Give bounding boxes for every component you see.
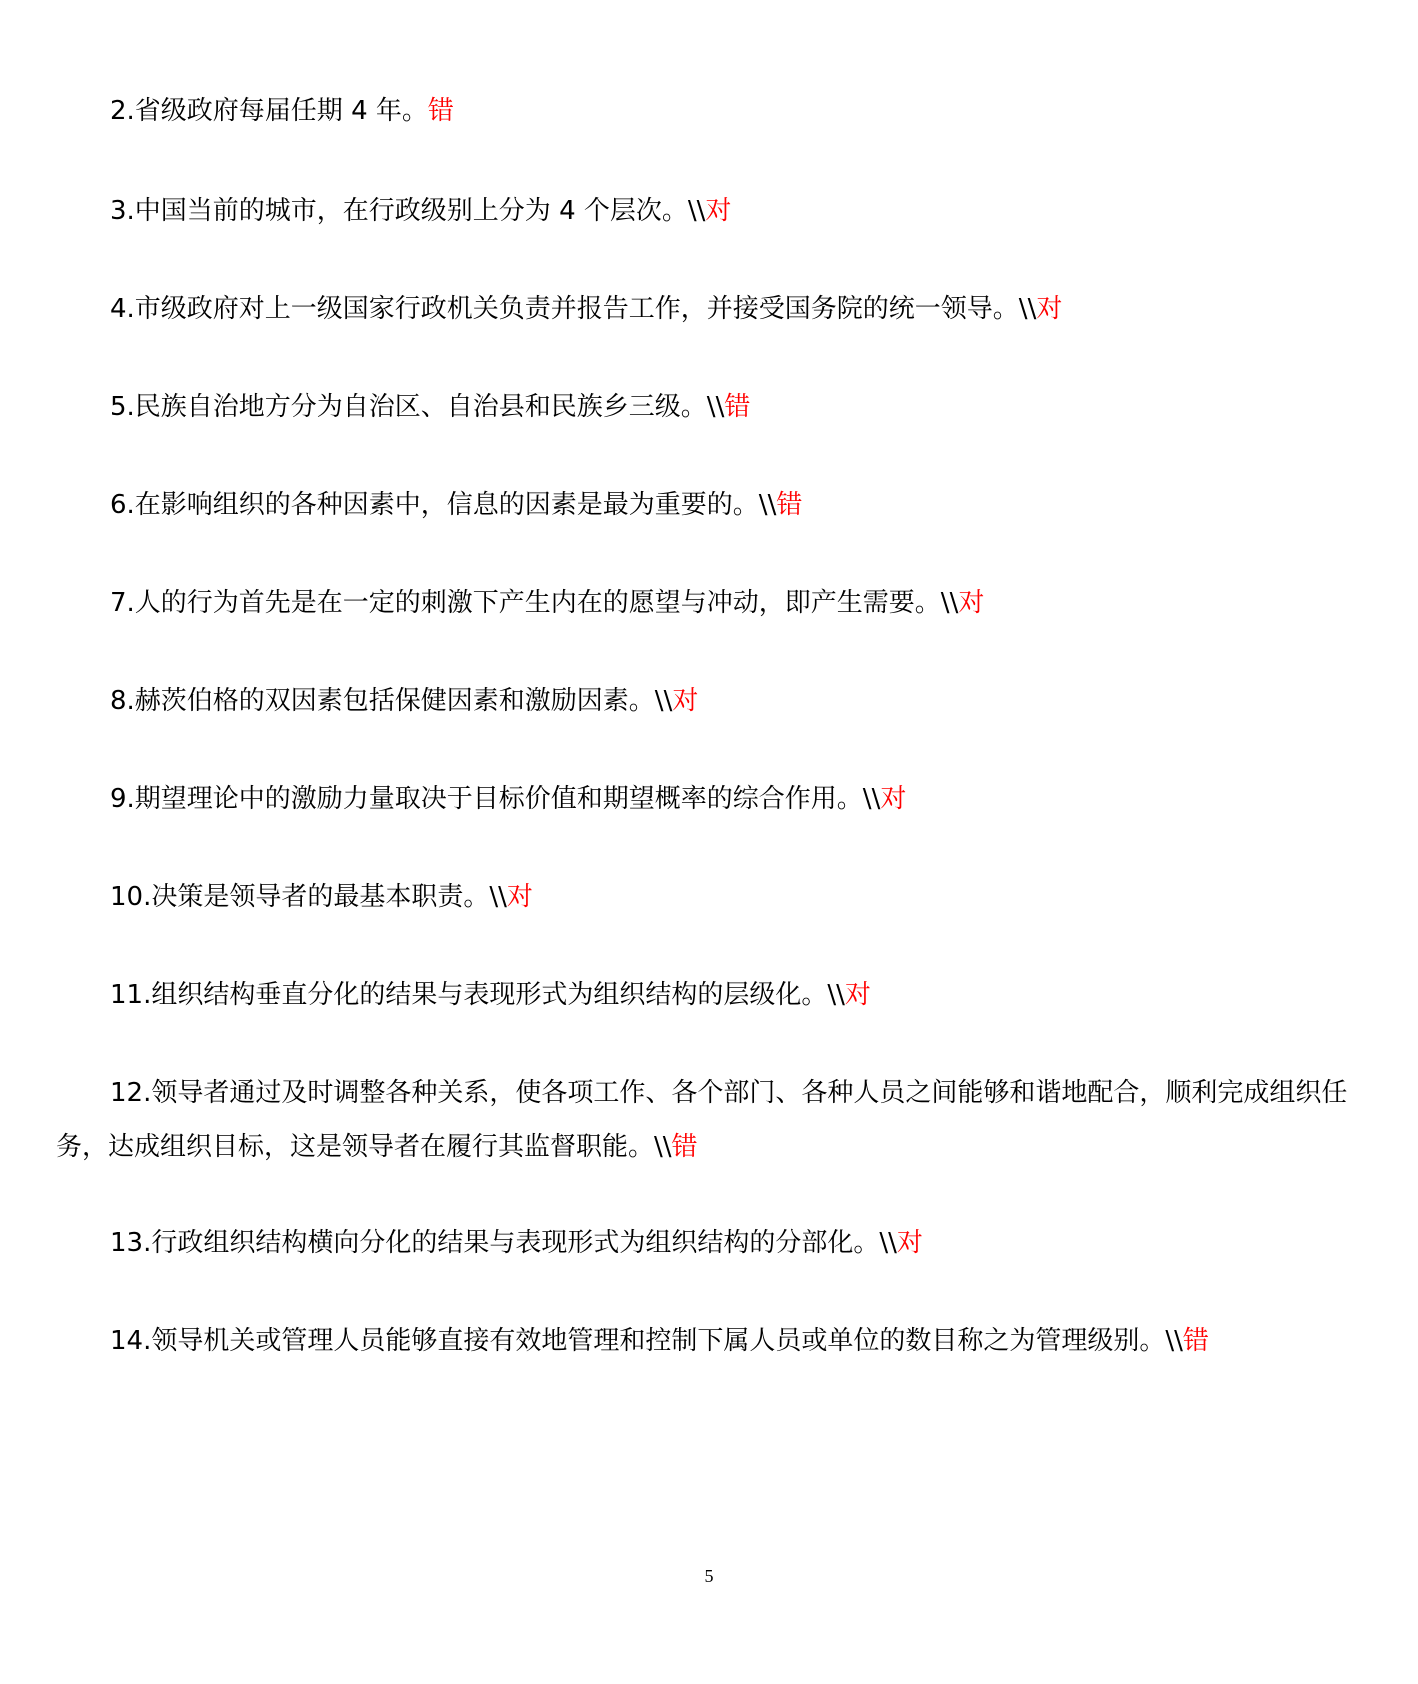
answer-text: 对 <box>672 686 699 716</box>
question-item <box>56 282 1366 336</box>
question-text: 10.决策是领导者的最基本职责。\\ <box>110 882 507 912</box>
answer-text: 错 <box>724 392 751 422</box>
question-item <box>56 968 1366 1022</box>
question-text: 12.领导者通过及时调整各种关系，使各项工作、各个部门、各种人员之间能够和谐地配合，顺利完成组织任务，达成组织目标，这是领导者在履行其监督职能。\\ <box>56 1078 1348 1162</box>
question-text: 5.民族自治地方分为自治区、自治县和民族乡三级。\\ <box>110 392 725 422</box>
question-item <box>56 184 1366 238</box>
question-text: 2.省级政府每届任期 4 年。 <box>110 96 428 126</box>
answer-text: 对 <box>506 882 533 912</box>
question-item <box>56 870 1366 924</box>
question-text: 6.在影响组织的各种因素中，信息的因素是最为重要的。\\ <box>110 490 777 520</box>
answer-text: 错 <box>1182 1326 1209 1356</box>
answer-text: 错 <box>776 490 803 520</box>
question-text: 4.市级政府对上一级国家行政机关负责并报告工作，并接受国务院的统一领导。\\ <box>110 294 1037 324</box>
question-text: 3.中国当前的城市，在行政级别上分为 4 个层次。\\ <box>110 196 706 226</box>
answer-text: 错 <box>427 96 454 126</box>
answer-text: 对 <box>958 588 985 618</box>
answer-text: 对 <box>896 1228 923 1258</box>
page-number: 5 <box>704 1566 714 1586</box>
answer-text: 对 <box>844 980 871 1010</box>
question-item <box>56 1216 1366 1270</box>
answer-text: 错 <box>671 1132 698 1162</box>
question-item <box>56 674 1366 728</box>
answer-text: 对 <box>705 196 732 226</box>
answer-text: 对 <box>1036 294 1063 324</box>
question-item <box>56 1314 1366 1368</box>
question-item <box>56 1066 1366 1174</box>
answer-text: 对 <box>880 784 907 814</box>
question-text: 8.赫茨伯格的双因素包括保健因素和激励因素。\\ <box>110 686 673 716</box>
question-text: 13.行政组织结构横向分化的结果与表现形式为组织结构的分部化。\\ <box>110 1228 897 1258</box>
question-item <box>56 772 1366 826</box>
question-text: 9.期望理论中的激励力量取决于目标价值和期望概率的综合作用。\\ <box>110 784 881 814</box>
question-item <box>56 380 1366 434</box>
question-text: 11.组织结构垂直分化的结果与表现形式为组织结构的层级化。\\ <box>110 980 845 1010</box>
question-item <box>56 84 1366 138</box>
question-text: 14.领导机关或管理人员能够直接有效地管理和控制下属人员或单位的数目称之为管理级别。\\ <box>110 1326 1183 1356</box>
question-item <box>56 576 1366 630</box>
question-item <box>56 478 1366 532</box>
question-text: 7.人的行为首先是在一定的刺激下产生内在的愿望与冲动，即产生需要。\\ <box>110 588 959 618</box>
